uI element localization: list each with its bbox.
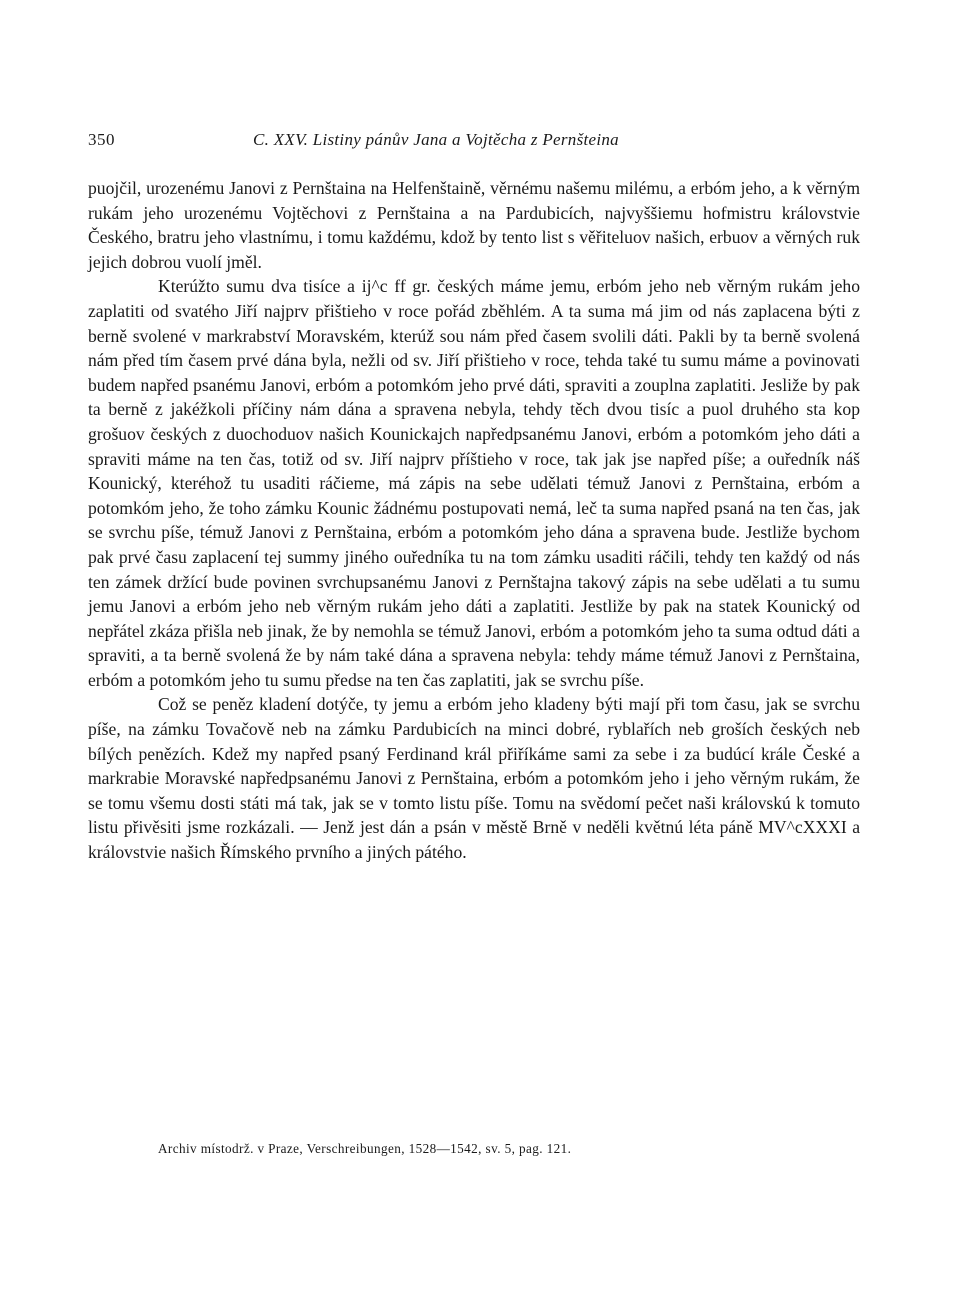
body-text [88,176,860,865]
paragraph-2: Kterúžto sumu dva tisíce a ij^c ff gr. českých máme jemu, erbóm jeho neb věrným rukám jeho zaplatiti od svatého Jiří najprv přištieho v roce pořád zběhlém. A ta suma má jim od nás zaplacena býti z berně svolené v markrabství Moravském, kterúž sou nám před časem svolili dáti. Pakli by ta berně svolená nám před tím časem prvé dána byla, nežli od sv. Jiří přištieho v roce, tehda také tu sumu máme a povinovati budem napřed psanému Janovi, erbóm a potomkóm jeho prvé dáti, spraviti a zouplna zaplatiti. Jesliže by pak ta berně z jakéžkoli příčiny nám dána a spravena nebyla, tehdy těch dvou tisíc a puol druhého sta kop grošuov českých z duochoduov našich Kounickajch napředpsanému Janovi, erbóm a potomkóm jeho dáti a spraviti máme na ten čas, totiž od sv. Jiří najprv příštieho v roce, tak jak jse napřed píše; a ouředník náš Kounický, kteréhož tu usaditi ráčieme, má zápis na sebe udělati témuž Janovi z Pernštaina, erbóm a potomkóm jeho, že toho zámku Kounic žádnému postupovati nemá, leč ta suma napřed psaná na ten čas, jak se svrchu píše, témuž Janovi z Pernštaina, erbóm a potomkóm jeho dána a spravena bude. Jestliže bychom pak prvé času zaplacení tej summy jiného ouředníka tu na tom zámku usaditi ráčili, tehdy ten každý od nás ten zámek držící bude povinen svrchupsanému Janovi z Pernštajna takový zápis na sebe udělati a tu sumu jemu Janovi a erbóm jeho neb věrným rukám jeho dáti a zaplatiti. Jestliže by pak na statek Kounický od nepřátel zkáza přišla neb jinak, že by nemohla se témuž Janovi, erbóm a potomkóm jeho ta suma odtud dáti a spraviti, a ta berně svolená že by nám také dána a spravena nebyla: tehdy máme témuž Janovi z Pernštaina, erbóm a potomkóm jeho tu sumu předse na ten čas zaplatiti, jak se svrchu píše. [88,276,860,690]
paragraph-1: puojčil, urozenému Janovi z Pernštaina na Helfenštaině, věrnému našemu milému, a erbóm jeho, a k věrným rukám jeho urozenému Vojtěchovi z Pernštaina a na Pardubicích, najvyššiemu hofmistru královstvie Českého, bratru jeho vlastnímu, i tomu každému, kdož by tento list s věřiteluov našich, erbuov a věrných ruk jejich dobrou vuolí jměl. [88,178,860,272]
paragraph-3: Což se peněz kladení dotýče, ty jemu a erbóm jeho kladeny býti mají při tom času, jak se svrchu píše, na zámku Tovačově neb na zámku Pardubicích na minci dobré, ryblařích neb groších českých neb bílých penězích. Kdež my napřed psaný Ferdinand král přiříkáme sami za sebe i za budúcí krále České a markrabie Moravské napředpsanému Janovi z Pernštaina, erbóm a potomkóm jeho i jeho věrným rukám, že se tomu všemu dosti státi má tak, jak se v tomto listu píše. Tomu na svědomí pečet naši královskú k tomuto listu přivěsiti jsme rozkázali. — Jenž jest dán a psán v městě Brně v neděli květnú léta páně MV^cXXXI a královstvie našich Římského prvního a jiných pátého. [88,694,860,863]
page-header [88,130,868,158]
running-title: C. XXV. Listiny pánův Jana a Vojtěcha z Pernšteina [253,130,619,149]
source-note: Archiv místodrž. v Praze, Verschreibungen, 1528—1542, sv. 5, pag. 121. [158,1141,572,1156]
page-number: 350 [88,130,115,149]
